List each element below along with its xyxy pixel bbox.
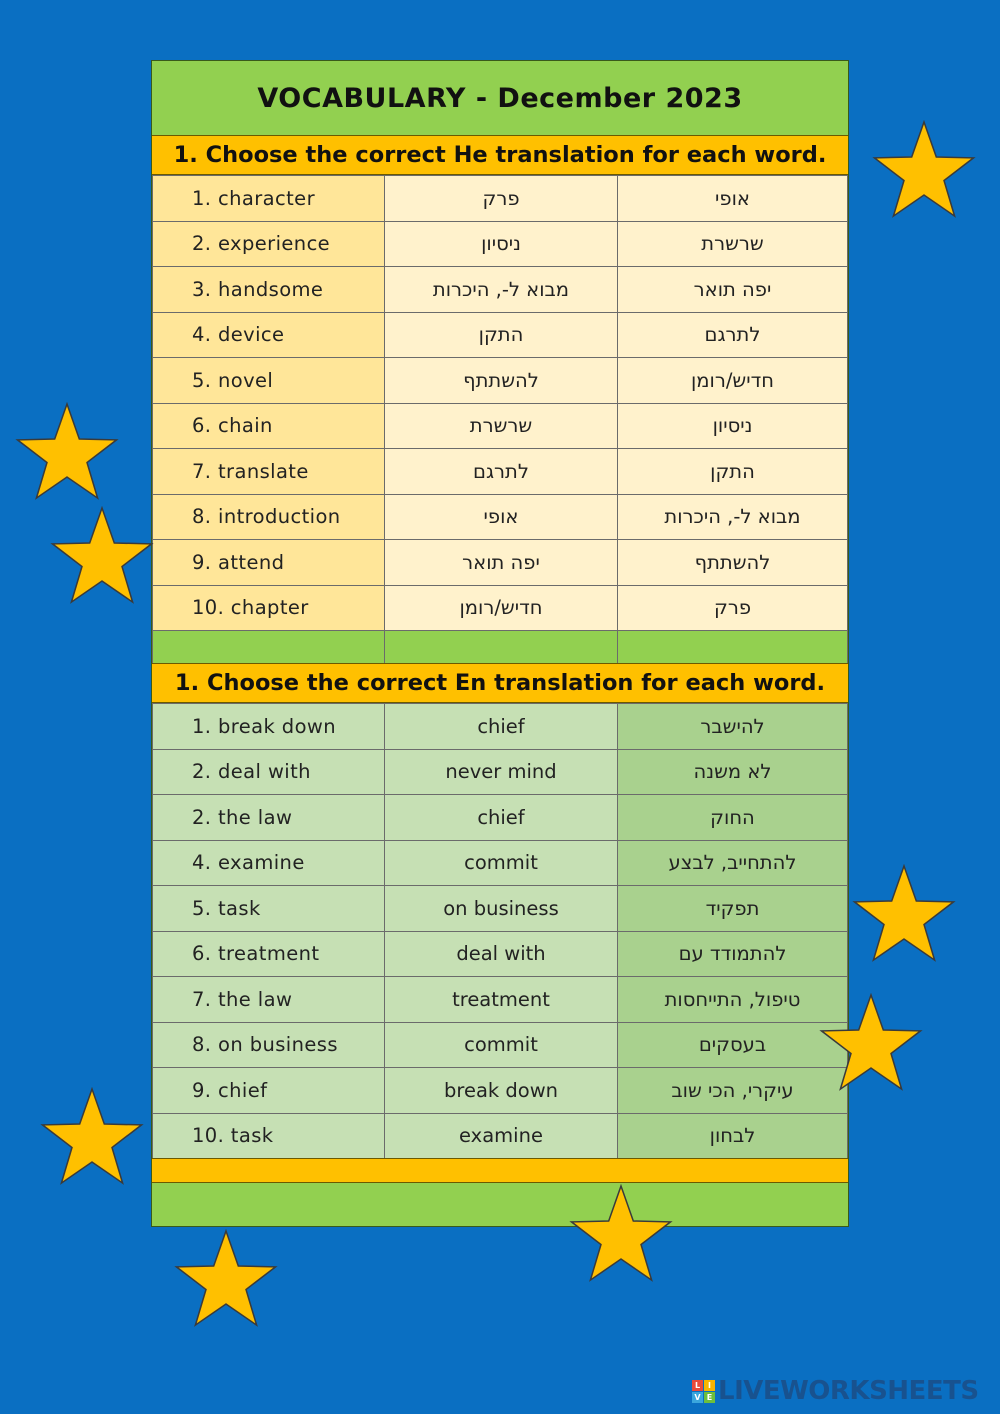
page-title: VOCABULARY - December 2023 [152, 61, 848, 135]
translation-option[interactable]: שרשרת [618, 221, 848, 267]
english-word: 8. introduction [153, 494, 385, 540]
english-word: 2. the law [153, 795, 385, 841]
english-word: 5. novel [153, 358, 385, 404]
hebrew-meaning: לא משנה [618, 749, 848, 795]
english-word: 4. device [153, 312, 385, 358]
table-row [153, 267, 848, 313]
footer-brand [692, 1376, 979, 1406]
hebrew-meaning: להישבר [618, 704, 848, 750]
translation-option[interactable]: commit [385, 840, 618, 886]
translation-option[interactable]: פרק [618, 585, 848, 631]
translation-option[interactable]: deal with [385, 931, 618, 977]
star-icon [852, 864, 956, 968]
hebrew-meaning: החוק [618, 795, 848, 841]
english-word: 5. task [153, 886, 385, 932]
english-word: 2. deal with [153, 749, 385, 795]
star-icon [15, 402, 119, 506]
translation-option[interactable]: chief [385, 704, 618, 750]
hebrew-meaning: לבחון [618, 1113, 848, 1159]
table-row [153, 176, 848, 222]
star-icon [872, 120, 976, 224]
table-row [153, 795, 848, 841]
table-row [153, 449, 848, 495]
section1-table [152, 175, 848, 631]
section2-table [152, 703, 848, 1159]
english-word: 3. handsome [153, 267, 385, 313]
hebrew-meaning: להתחייב, לבצע [618, 840, 848, 886]
section2-heading: 1. Choose the correct En translation for each word. [152, 663, 848, 703]
translation-option[interactable]: להשתתף [385, 358, 618, 404]
star-icon [50, 506, 154, 610]
translation-option[interactable]: פרק [385, 176, 618, 222]
translation-option[interactable]: never mind [385, 749, 618, 795]
table-row [153, 840, 848, 886]
section1-heading: 1. Choose the correct He translation for each word. [152, 135, 848, 175]
english-word: 1. character [153, 176, 385, 222]
translation-option[interactable]: ניסיון [385, 221, 618, 267]
translation-option[interactable]: התקן [385, 312, 618, 358]
english-word: 8. on business [153, 1022, 385, 1068]
table-row [153, 312, 848, 358]
english-word: 7. the law [153, 977, 385, 1023]
table-row [153, 585, 848, 631]
star-icon [40, 1087, 144, 1191]
translation-option[interactable]: break down [385, 1068, 618, 1114]
hebrew-meaning: להתמודד עם [618, 931, 848, 977]
translation-option[interactable]: on business [385, 886, 618, 932]
logo-letter: V [692, 1392, 703, 1403]
translation-option[interactable]: treatment [385, 977, 618, 1023]
table-row [153, 1068, 848, 1114]
table-row [153, 1022, 848, 1068]
logo-letter: E [704, 1392, 715, 1403]
translation-option[interactable]: חדיש/רומן [385, 585, 618, 631]
translation-option[interactable]: אופי [618, 176, 848, 222]
star-icon [569, 1184, 673, 1288]
worksheet [151, 60, 849, 1227]
hebrew-meaning: טיפול, התייחסות [618, 977, 848, 1023]
english-word: 1. break down [153, 704, 385, 750]
star-icon [174, 1229, 278, 1333]
hebrew-meaning: בעסקים [618, 1022, 848, 1068]
liveworksheets-logo-icon [692, 1380, 715, 1403]
table-row [153, 221, 848, 267]
table-row [153, 704, 848, 750]
hebrew-meaning: עיקרי, הכי שוב [618, 1068, 848, 1114]
translation-option[interactable]: מבוא ל-, היכרות [618, 494, 848, 540]
english-word: 10. chapter [153, 585, 385, 631]
translation-option[interactable]: יפה תואר [618, 267, 848, 313]
english-word: 6. chain [153, 403, 385, 449]
star-icon [819, 993, 923, 1097]
translation-option[interactable]: יפה תואר [385, 540, 618, 586]
hebrew-meaning: תפקיד [618, 886, 848, 932]
english-word: 2. experience [153, 221, 385, 267]
english-word: 9. chief [153, 1068, 385, 1114]
translation-option[interactable]: לתרגם [385, 449, 618, 495]
table-row [153, 403, 848, 449]
translation-option[interactable]: להשתתף [618, 540, 848, 586]
english-word: 10. task [153, 1113, 385, 1159]
english-word: 4. examine [153, 840, 385, 886]
translation-option[interactable]: התקן [618, 449, 848, 495]
orange-band [152, 1158, 848, 1183]
english-word: 9. attend [153, 540, 385, 586]
table-row [153, 358, 848, 404]
translation-option[interactable]: מבוא ל-, היכרות [385, 267, 618, 313]
translation-option[interactable]: שרשרת [385, 403, 618, 449]
table-row [153, 977, 848, 1023]
logo-letter: I [704, 1380, 715, 1391]
table-row [153, 749, 848, 795]
logo-letter: L [692, 1380, 703, 1391]
translation-option[interactable]: אופי [385, 494, 618, 540]
table-row [153, 931, 848, 977]
translation-option[interactable]: ניסיון [618, 403, 848, 449]
english-word: 7. translate [153, 449, 385, 495]
table-row [153, 1113, 848, 1159]
english-word: 6. treatment [153, 931, 385, 977]
translation-option[interactable]: examine [385, 1113, 618, 1159]
table-row [153, 886, 848, 932]
translation-option[interactable]: חדיש/רומן [618, 358, 848, 404]
footer-brand-text: LIVEWORKSHEETS [718, 1376, 979, 1406]
table-row [153, 494, 848, 540]
translation-option[interactable]: לתרגם [618, 312, 848, 358]
translation-option[interactable]: commit [385, 1022, 618, 1068]
table-row [153, 540, 848, 586]
translation-option[interactable]: chief [385, 795, 618, 841]
